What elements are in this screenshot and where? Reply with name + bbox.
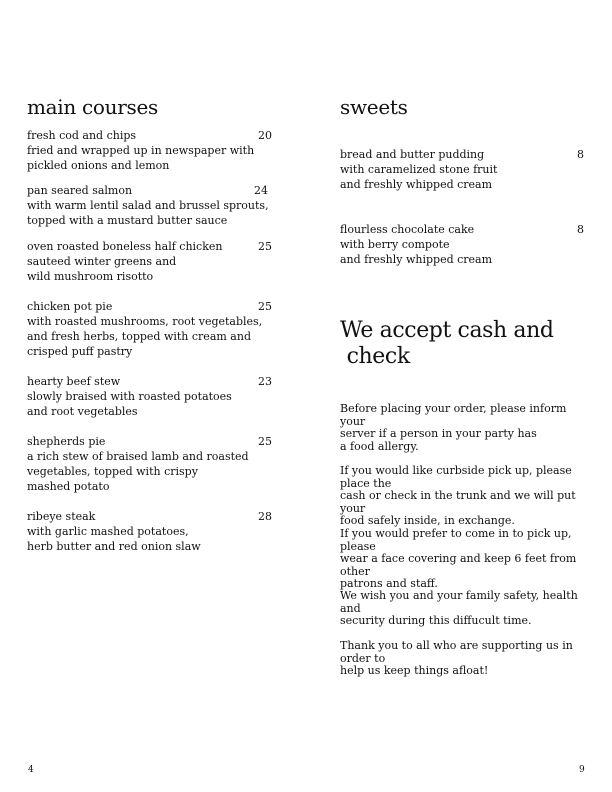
item-price: 25 xyxy=(258,435,272,448)
item-name: fresh cod and chips xyxy=(27,129,137,142)
main-courses-title: main courses xyxy=(27,95,158,119)
curbside-notice: If you would like curbside pick up, please place the cash or check in the trunk and we will put your food safely inside, in exchange. xyxy=(340,464,576,527)
item-price: 28 xyxy=(258,510,272,523)
page-number: 4 xyxy=(28,765,34,775)
item-description: with garlic mashed potatoes, xyxy=(27,525,189,538)
sweets-title: sweets xyxy=(340,95,408,119)
item-description: with roasted mushrooms, root vegetables, xyxy=(27,315,263,328)
item-description: with caramelized stone fruit xyxy=(340,163,498,176)
item-price: 8 xyxy=(577,223,584,236)
menu-item xyxy=(27,183,270,228)
item-description: herb butter and red onion slaw xyxy=(27,540,201,553)
menu-item xyxy=(340,222,589,267)
item-description: pickled onions and lemon xyxy=(27,159,170,172)
menu-item xyxy=(27,509,270,554)
item-price: 23 xyxy=(258,375,272,388)
item-name: hearty beef stew xyxy=(27,375,121,388)
item-description: and root vegetables xyxy=(27,405,138,418)
item-description: and freshly whipped cream xyxy=(340,178,493,191)
menu-item xyxy=(27,239,270,284)
item-description: with warm lentil salad and brussel sprouts, xyxy=(27,199,269,212)
item-description: mashed potato xyxy=(27,480,110,493)
item-name: chicken pot pie xyxy=(27,300,113,313)
menu-item xyxy=(27,128,270,173)
item-description: and freshly whipped cream xyxy=(340,253,493,266)
notice-heading-line: We accept cash and xyxy=(340,318,554,343)
notice-heading-line: check xyxy=(340,344,410,369)
item-name: ribeye steak xyxy=(27,510,96,523)
item-name: bread and butter pudding xyxy=(340,148,485,161)
menu-item xyxy=(27,374,270,419)
allergy-notice: Before placing your order, please inform your server if a person in your party has a food allergy. xyxy=(340,402,567,453)
item-description: slowly braised with roasted potatoes xyxy=(27,390,232,403)
item-name: pan seared salmon xyxy=(27,184,133,197)
item-description: a rich stew of braised lamb and roasted xyxy=(27,450,249,463)
menu-item xyxy=(340,147,589,192)
wishes-notice: We wish you and your family safety, health and security during this diffucult time. xyxy=(340,589,578,627)
item-description: wild mushroom risotto xyxy=(27,270,154,283)
item-price: 25 xyxy=(258,300,272,313)
item-price: 25 xyxy=(258,240,272,253)
item-name: shepherds pie xyxy=(27,435,106,448)
menu-item xyxy=(27,434,270,494)
item-description: fried and wrapped up in newspaper with xyxy=(27,144,255,157)
item-price: 24 xyxy=(254,184,268,197)
item-price: 20 xyxy=(258,129,272,142)
item-description: topped with a mustard butter sauce xyxy=(27,214,228,227)
thanks-notice: Thank you to all who are supporting us in order to help us keep things afloat! xyxy=(340,639,573,677)
item-description: vegetables, topped with crispy xyxy=(27,465,198,478)
item-description: sauteed winter greens and xyxy=(27,255,177,268)
right-page xyxy=(306,0,612,792)
page-number: 9 xyxy=(579,765,585,775)
item-description: crisped puff pastry xyxy=(27,345,133,358)
item-description: and fresh herbs, topped with cream and xyxy=(27,330,251,343)
payment-notice-heading xyxy=(340,318,590,370)
item-name: oven roasted boneless half chicken xyxy=(27,240,223,253)
menu-item xyxy=(27,299,270,359)
item-description: with berry compote xyxy=(340,238,450,251)
item-price: 8 xyxy=(577,148,584,161)
pickup-notice: If you would prefer to come in to pick up, please wear a face covering and keep 6 feet from other patrons and staff. xyxy=(340,527,577,590)
item-name: flourless chocolate cake xyxy=(340,223,475,236)
